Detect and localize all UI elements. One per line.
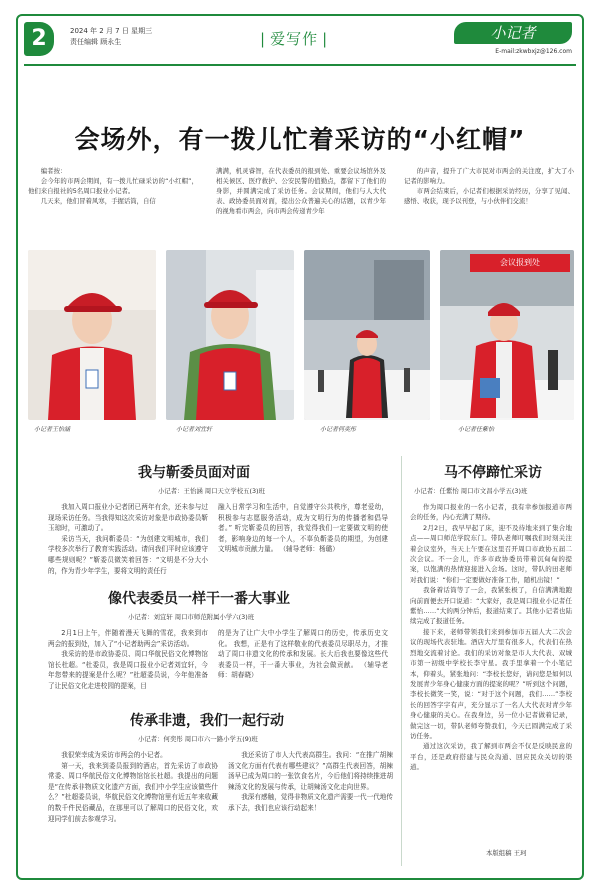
article-3-col-2: 我还采访了市人大代表高群生。我问：“在推广胡辣汤文化方面有代表有哪些建议？”高群生代表回答，胡辣汤早已成为周口的一张饮食名片，今后他们将持续推进胡辣汤文化的发展与传承，让胡辣汤文化走向世界。 我深有感触，觉得非物质文化遗产需要一代一代地传承下去，我们也应该行动起来！ (228, 751, 393, 812)
article-2-title: 像代表委员一样干一番大事业 (108, 591, 290, 607)
issue-date: 2024 年 2 月 7 日 星期三 (70, 27, 153, 35)
photo-reporter-3 (304, 250, 430, 420)
column-divider (401, 456, 402, 866)
article-1-col-2: 融入日常学习和生活中，自觉遵守公共秩序，尊老爱幼，积极参与志愿服务活动，成为文明行为的传播者和倡导者。” 听完靳委员的回答，我觉得我们一定要做文明的使者，影响身边的每一个人，不辜负靳委员的期望，为创建文明城市贡献力量。 （辅导老师：杨璐） (218, 503, 388, 554)
photo-caption-1: 小记者王怡涵 (34, 426, 71, 433)
section-title: | 爱写作 | (260, 30, 329, 48)
article-3-title: 传承非遗，我们一起行动 (130, 713, 284, 729)
photo-caption-2: 小记者刘宜轩 (176, 426, 213, 433)
article-3-col-1: 我很荣幸成为采访市两会的小记者。 第一天，我来到委员报到的酒店，首先采访了市政协常委、周口华航民俗文化博物馆馆长杜超。我提出的问题是“在传承非物质文化遗产方面，我们中小学生应该做些什么？”杜超委员说，华航民俗文化博物馆里有近五年来收藏的数千件民俗藏品，在那里可以了解周口的民俗文化，欢迎同学们前去参观学习。 (48, 751, 218, 823)
editor-footer: 本版组稿 王珂 (486, 849, 527, 857)
article-2-byline: 小记者：刘宜轩 周口市师范附属小学六(3)班 (128, 613, 255, 621)
article-4-body: 作为周口报业的一名小记者，我有幸参加报道市两会的任务，内心充满了期待。 2月2日，我早早起了床，迎不及待地来到了集合地点——周口师范学院东门。带队老师叮嘱我们时刻关注着会议室外，当天上午要在这里召开周口市政协五届二次会议。不一会儿，许多市政协委员带着沉甸甸的提案，以饱满的热情迎接进入会场。这时，带队的田老师对我们说：“你们一定要做好准备工作，随机出镜！” 我备着话筒等了一会，我紧张极了，自信满满地跑向前面便去开口说道：“大家好，我是周口报业小记者任紫怡……”大的两分钟后，报道结束了。其他小记者也陆续完成了报道任务。 接下来，老师带领我们来到参加市五届人大二次会议的现场代表驻地。酒店大厅里有很多人，代表们在热烈地交流着讨论。我们的采访对象是市人大代表、双城市第一初级中学校长李守星。我手里拿着一个小笔记本，仰着头，紧张地问：“李校长您好，请问您是如何以发展青少年身心健康方面的提案的呢？”听到这个问题，李校长微笑一笑，说：“对于这个问题，我们……”李校长的回答字字有声，充分显示了一名人大代表对青少年身心健康的关心。在我身边，另一位小记者做着记录，做完这一切，带队老师夸赞我们，今天已圆满完成了采访任务。 通过这次采访，我了解到市两会不仅是反映民意的平台，还是政府搭建与民众沟通、回应民众关切的渠道。 (410, 503, 572, 772)
header-rule (24, 64, 576, 66)
intro-col-3: 的声音，提升了广大市民对市两会的关注度，扩大了小记者的影响力。 市两会结束后，小记者们根据采访经历，分享了见闻、感悟、收获，现予以刊登，与小伙伴们交流！ (404, 167, 574, 205)
issue-editor: 责任编辑 顾永生 (70, 38, 122, 46)
page-header (18, 16, 582, 64)
article-3-byline: 小记者：何奕彤 周口市六一路小学五(9)班 (138, 735, 258, 743)
photo-caption-3: 小记者何奕彤 (320, 426, 357, 433)
article-1-byline: 小记者：王怡涵 周口天立学校五(3)班 (158, 487, 265, 495)
photo-reporter-1 (28, 250, 156, 420)
brand-logo: 小记者 (454, 22, 572, 44)
contact-email: E-mail:zkwbxjz@126.com (495, 48, 572, 55)
issue-meta (70, 26, 152, 48)
article-1-mentor: （辅导老师：杨璐） (279, 545, 339, 554)
venue-sign: 会议报到处 (500, 258, 540, 267)
article-4-byline: 小记者：任紫怡 周口市文昌小学五(3)班 (414, 487, 528, 495)
photo-strip (28, 250, 574, 438)
photo-reporter-2 (166, 250, 294, 420)
photo-caption-4: 小记者任紫怡 (458, 426, 495, 433)
article-4-title: 马不停蹄忙采访 (444, 465, 542, 481)
newspaper-page (16, 14, 584, 880)
page-headline: 会场外，有一拨儿忙着采访的“小红帽” (74, 125, 526, 154)
article-2-mentor: （辅导老师：胡春晓） (218, 660, 389, 680)
intro-col-2: 满满，机灵睿智，在代表委员的报到处、重要会议场馆外及相关候区、医疗救护、公安民警的值勤点，都留下了他们的身影，并圆满完成了采访任务。会议期间，他们与人大代表、政协委员面对面，提出公众普遍关心的话题，以青少年的视角看市两会，向市两会传递青少年 (216, 167, 386, 215)
page-number: 2 (24, 22, 54, 56)
article-1-col-1: 我加入周口报业小记者团已两年有余，还未参与过现场采访任务。当我得知这次采访对象是市政协委员靳玉琼时，可激动了。 采访当天，我问靳委员：“为创建文明城市，我们学校多次举行了教育实践活动。请问我们平时应该遵守哪些规则呢？”靳委员微笑着回答：“文明是不分大小的，作为青少年学生，要将文明的责任行 (48, 503, 208, 575)
intro-col-1: 编者按： 会今年的市两会期间，有一拨儿忙碌采访的“小红帽”，他们来自报社的5名周口报业小记者。 几天来，他们冒着风寒，手握话筒，自信 (28, 167, 198, 205)
photo-reporter-4 (440, 250, 574, 420)
editor-note (28, 166, 574, 246)
article-1-title: 我与靳委员面对面 (138, 465, 250, 481)
article-2-col-1: 2月1日上午，伴随着漫天飞舞的雪花，我来到市两会的报到处，加入了“小记者助两会”采访活动。 我采访的是市政协委员、周口华航民俗文化博物馆馆长杜超。“杜委员，我是周口报业小记者刘宜轩，今年您带来的提案是什么呢？”杜超委员说，今年他准备了让民俗文化走进校园的提案，目 (48, 629, 208, 690)
article-2-col-2: 的是为了让广大中小学生了解周口的历史，传承历史文化。 我想，正是有了这样敬业的代表委员尽职尽力，才推动了周口非遗文化的传承和发展。长大后我也要像这些代表委员一样，干一番大事业，为社会做贡献。 （辅导老师：胡春晓） (218, 629, 389, 680)
